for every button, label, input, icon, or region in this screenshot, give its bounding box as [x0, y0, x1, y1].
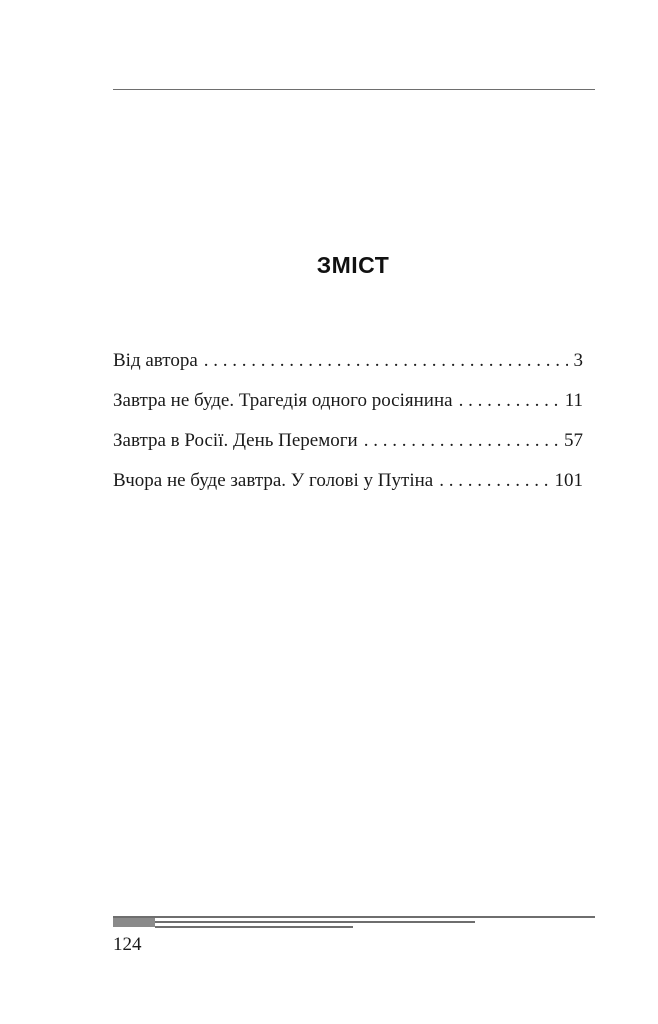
toc-entry[interactable]	[113, 428, 583, 468]
header-rule	[113, 89, 595, 90]
footer-rule-line	[113, 916, 595, 918]
footer-rule-line	[155, 926, 353, 928]
toc-entry-page: 101	[554, 470, 583, 491]
footer-rule	[113, 916, 595, 930]
toc-entry[interactable]	[113, 468, 583, 508]
toc-entry[interactable]	[113, 388, 583, 428]
toc-entry-page: 11	[564, 390, 583, 411]
toc-entry-title: Завтра в Росії. День Перемоги	[113, 430, 358, 451]
footer-rule-block	[113, 918, 155, 927]
page-number: 124	[113, 934, 142, 955]
toc-entry-title: Від автора	[113, 350, 198, 371]
page-title: ЗМІСТ	[316, 252, 390, 278]
toc-entry-title: Завтра не буде. Трагедія одного росіянина	[113, 390, 453, 411]
dot-leader	[204, 348, 568, 374]
toc-entry[interactable]	[113, 348, 583, 388]
toc-entry-title: Вчора не буде завтра. У голові у Путіна	[113, 470, 434, 491]
toc-entry-page: 3	[573, 350, 583, 371]
dot-leader	[439, 468, 548, 494]
footer-rule-line	[155, 921, 475, 923]
dot-leader	[459, 388, 559, 414]
toc-entry-page: 57	[564, 430, 583, 451]
table-of-contents	[113, 348, 583, 508]
dot-leader	[364, 428, 558, 454]
